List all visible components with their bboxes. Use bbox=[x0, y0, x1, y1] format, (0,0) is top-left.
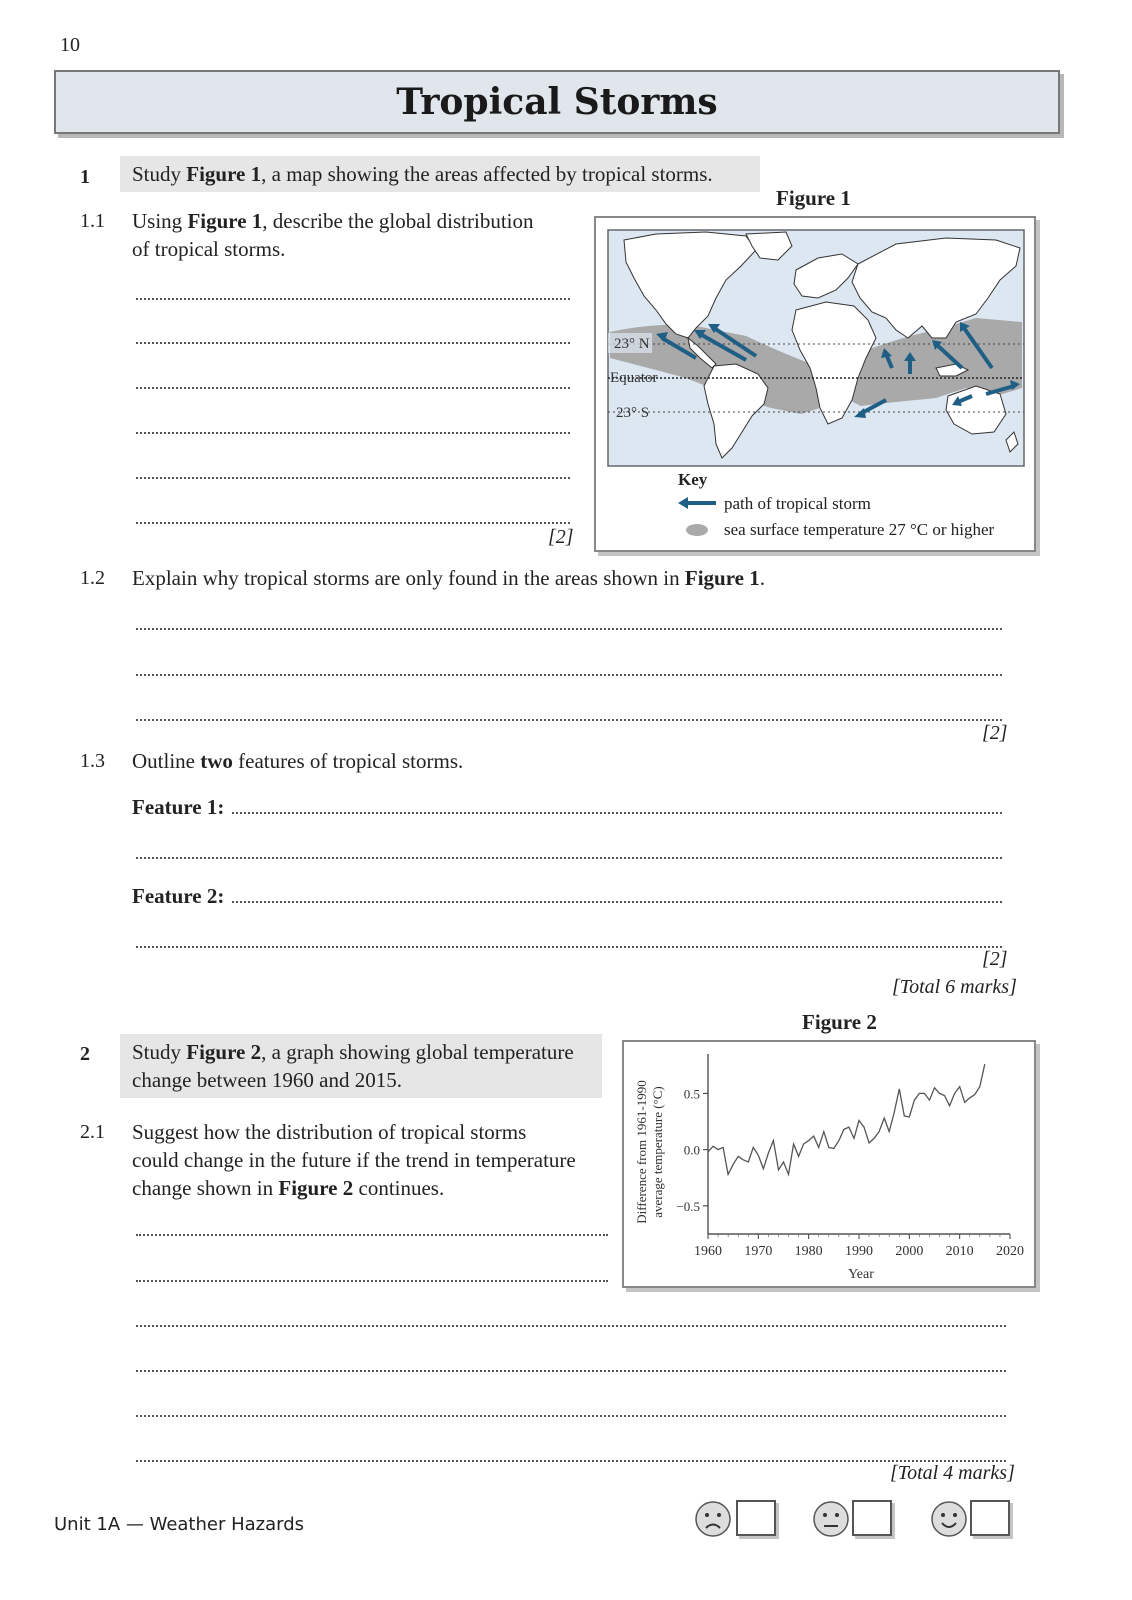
y-tick-label: 0.0 bbox=[683, 1142, 700, 1158]
answer-line[interactable] bbox=[136, 1280, 608, 1282]
question-1-1-text bbox=[132, 207, 582, 263]
warm-sea-key-icon bbox=[686, 524, 708, 536]
question-2-intro bbox=[120, 1034, 602, 1098]
feature-1-answer-line[interactable] bbox=[232, 812, 1002, 814]
answer-line[interactable] bbox=[136, 1370, 1006, 1372]
answer-line[interactable] bbox=[136, 1460, 1006, 1462]
answer-line[interactable] bbox=[136, 342, 570, 344]
figure-1-box bbox=[594, 216, 1036, 552]
label-equator: Equator bbox=[610, 370, 658, 386]
question-2-1-number: 2.1 bbox=[80, 1121, 105, 1143]
y-tick-label: 0.5 bbox=[683, 1086, 700, 1102]
answer-line[interactable] bbox=[136, 628, 1002, 630]
figure-ref: Figure 1 bbox=[186, 162, 262, 186]
question-1-3-text bbox=[132, 747, 1032, 775]
answer-line[interactable] bbox=[136, 857, 1002, 859]
footer-unit: Unit 1A — Weather Hazards bbox=[54, 1514, 305, 1535]
x-tick-label: 2010 bbox=[945, 1244, 974, 1259]
question-2-number: 2 bbox=[80, 1043, 90, 1065]
y-tick-label: −0.5 bbox=[676, 1198, 700, 1214]
x-tick-label: 1960 bbox=[694, 1244, 722, 1259]
answer-line[interactable] bbox=[136, 946, 1002, 948]
answer-line[interactable] bbox=[136, 1234, 608, 1236]
answer-line[interactable] bbox=[136, 432, 570, 434]
intro-text: , a graph showing global temperature bbox=[261, 1040, 574, 1064]
x-axis-label: Year bbox=[848, 1267, 874, 1282]
total-marks-label: [Total 6 marks] bbox=[892, 976, 1017, 998]
question-text: Suggest how the distribution of tropical storms bbox=[132, 1120, 527, 1144]
question-1-number: 1 bbox=[80, 166, 90, 188]
answer-line[interactable] bbox=[136, 522, 570, 524]
question-1-2-text bbox=[132, 564, 1032, 592]
feature-2-label: Feature 2: bbox=[132, 884, 225, 908]
label-23s: 23° S bbox=[616, 405, 650, 421]
answer-line[interactable] bbox=[136, 298, 570, 300]
figure-ref: Figure 1 bbox=[684, 566, 760, 590]
question-1-2-number: 1.2 bbox=[80, 567, 105, 589]
x-tick-label: 1970 bbox=[744, 1244, 773, 1259]
score-box-medium[interactable] bbox=[852, 1500, 892, 1536]
intro-text: Study bbox=[132, 162, 187, 186]
answer-line[interactable] bbox=[136, 477, 570, 479]
question-text: features of tropical storms. bbox=[232, 749, 464, 773]
key-path-label: path of tropical storm bbox=[724, 494, 871, 513]
answer-line[interactable] bbox=[136, 674, 1002, 676]
marks-label: [2] bbox=[982, 948, 1008, 970]
question-1-3-number: 1.3 bbox=[80, 750, 105, 772]
intro-text: change between 1960 and 2015. bbox=[132, 1068, 402, 1092]
temperature-line-chart bbox=[624, 1042, 1034, 1286]
figure-ref: Figure 2 bbox=[278, 1176, 354, 1200]
x-tick-label: 1980 bbox=[794, 1244, 823, 1259]
key-sst-label: sea surface temperature 27 °C or higher bbox=[724, 520, 995, 539]
question-2-1-text bbox=[132, 1118, 612, 1202]
question-text: of tropical storms. bbox=[132, 237, 286, 261]
figure-2-box bbox=[622, 1040, 1036, 1288]
question-text: , describe the global distribution bbox=[262, 209, 534, 233]
score-box-low[interactable] bbox=[736, 1500, 776, 1536]
key-title: Key bbox=[678, 470, 708, 489]
neutral-face-icon bbox=[812, 1500, 850, 1543]
answer-line[interactable] bbox=[136, 387, 570, 389]
question-text: Explain why tropical storms are only found in the areas shown in bbox=[132, 566, 685, 590]
happy-face-icon bbox=[930, 1500, 968, 1543]
figure-ref: Figure 2 bbox=[186, 1040, 262, 1064]
title-banner bbox=[54, 70, 1060, 134]
question-text: Outline bbox=[132, 749, 201, 773]
y-axis-label: Difference from 1961-1990average temperature (°C) bbox=[634, 1080, 665, 1224]
question-text: continues. bbox=[353, 1176, 445, 1200]
figure-ref: Figure 1 bbox=[187, 209, 263, 233]
marks-label: [2] bbox=[982, 722, 1008, 744]
x-tick-label: 2020 bbox=[996, 1244, 1024, 1259]
figure-2-title: Figure 2 bbox=[802, 1010, 877, 1034]
answer-line[interactable] bbox=[136, 719, 1002, 721]
storm-path-key-icon bbox=[676, 496, 718, 510]
feature-1-label: Feature 1: bbox=[132, 795, 225, 819]
question-1-1-number: 1.1 bbox=[80, 210, 105, 232]
intro-text: , a map showing the areas affected by tropical storms. bbox=[261, 162, 713, 186]
temperature-series-line bbox=[708, 1064, 985, 1174]
sad-face-icon bbox=[694, 1500, 732, 1543]
question-text: change shown in bbox=[132, 1176, 279, 1200]
emphasis: two bbox=[200, 749, 233, 773]
question-text: Using bbox=[132, 209, 188, 233]
answer-line[interactable] bbox=[136, 1325, 1006, 1327]
intro-text: Study bbox=[132, 1040, 187, 1064]
total-marks-label: [Total 4 marks] bbox=[890, 1462, 1015, 1484]
marks-label: [2] bbox=[548, 526, 574, 548]
x-tick-label: 1990 bbox=[845, 1244, 873, 1259]
label-23n: 23° N bbox=[614, 336, 650, 352]
feature-2-answer-line[interactable] bbox=[232, 901, 1002, 903]
question-1-intro bbox=[120, 156, 760, 192]
page-number: 10 bbox=[60, 34, 80, 56]
page-title: Tropical Storms bbox=[396, 81, 718, 123]
answer-line[interactable] bbox=[136, 1415, 1006, 1417]
score-box-high[interactable] bbox=[970, 1500, 1010, 1536]
question-text: could change in the future if the trend in temperature bbox=[132, 1148, 576, 1172]
question-text: . bbox=[759, 566, 765, 590]
x-tick-label: 2000 bbox=[895, 1244, 924, 1259]
figure-1-title: Figure 1 bbox=[776, 186, 851, 210]
